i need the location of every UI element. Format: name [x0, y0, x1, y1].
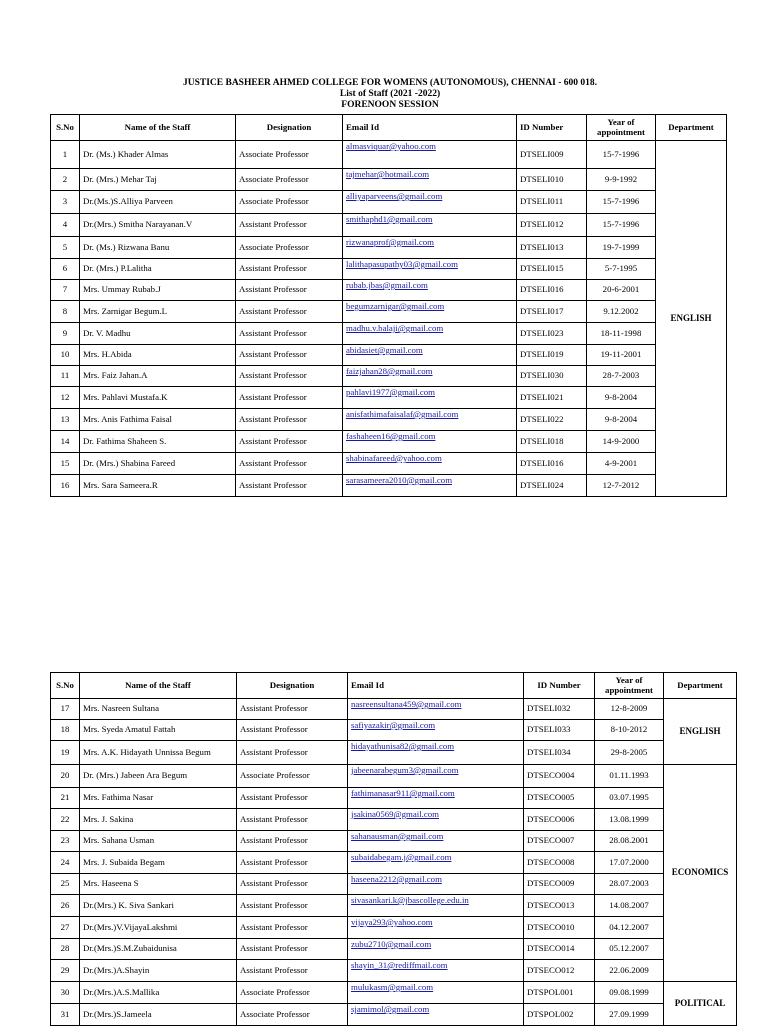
email-link[interactable]: tajmehar@hotmail.com: [346, 169, 430, 179]
email-cell: [348, 741, 524, 765]
id-cell: DTSELI032: [524, 699, 595, 720]
table-row: [51, 809, 737, 831]
sno-cell: 23: [51, 831, 80, 852]
id-cell: DTSECO005: [524, 788, 595, 809]
table-row: [51, 345, 727, 366]
name-cell: Dr. (Ms.) Rizwana Banu: [80, 237, 236, 259]
email-cell: [343, 431, 517, 453]
year-cell: 15-7-1996: [587, 191, 656, 214]
table-row: [51, 982, 737, 1004]
col-name: Name of the Staff: [80, 673, 237, 699]
email-link[interactable]: rizwanaprof@gmail.com: [346, 237, 434, 247]
staff-table-2: [50, 672, 737, 1026]
year-cell: 28-7-2003: [587, 366, 656, 387]
id-cell: DTSELI034: [524, 741, 595, 765]
email-cell: [343, 280, 517, 301]
sno-cell: 9: [51, 323, 80, 345]
id-cell: DTSELI019: [517, 345, 587, 366]
name-cell: Dr.(Mrs.) Smitha Narayanan.V: [80, 214, 236, 237]
table-row: [51, 1004, 737, 1026]
id-cell: DTSELI022: [517, 409, 587, 431]
id-cell: DTSELI017: [517, 301, 587, 323]
designation-cell: Associate Professor: [236, 191, 343, 214]
email-link[interactable]: fathimanasar911@gmail.com: [351, 788, 455, 798]
designation-cell: Assistant Professor: [237, 960, 348, 982]
table-row: [51, 475, 727, 497]
sno-cell: 1: [51, 141, 80, 169]
email-cell: [343, 141, 517, 169]
email-link[interactable]: begumzarnigar@gmail.com: [346, 301, 445, 311]
designation-cell: Assistant Professor: [237, 720, 348, 741]
name-cell: Mrs. A.K. Hidayath Unnissa Begum: [80, 741, 237, 765]
id-cell: DTSPOL002: [524, 1004, 595, 1026]
list-subtitle: List of Staff (2021 -2022): [339, 89, 441, 99]
designation-cell: Assistant Professor: [236, 387, 343, 409]
email-link[interactable]: faizjahan28@gmail.com: [346, 366, 433, 376]
table-row: [51, 960, 737, 982]
col-email: Email Id: [348, 673, 524, 699]
designation-cell: Assistant Professor: [236, 323, 343, 345]
designation-cell: Assistant Professor: [236, 475, 343, 497]
name-cell: Dr. Fathima Shaheen S.: [80, 431, 236, 453]
year-cell: 15-7-1996: [587, 141, 656, 169]
year-cell: 5-7-1995: [587, 259, 656, 280]
table-row: [51, 453, 727, 475]
designation-cell: Assistant Professor: [236, 409, 343, 431]
email-link[interactable]: sahanausman@gmail.com: [351, 831, 444, 841]
email-cell: [348, 960, 524, 982]
email-link[interactable]: abidasiet@gmail.com: [346, 345, 423, 355]
year-cell: 9.12.2002: [587, 301, 656, 323]
name-cell: Dr. (Mrs.) Shabina Fareed: [80, 453, 236, 475]
email-cell: [343, 301, 517, 323]
year-cell: 15-7-1996: [587, 214, 656, 237]
department-cell: ECONOMICS: [664, 765, 737, 982]
email-link[interactable]: safiyazakir@gmail.com: [351, 720, 436, 730]
table-row: [51, 917, 737, 939]
year-cell: 20-6-2001: [587, 280, 656, 301]
year-cell: 19-11-2001: [587, 345, 656, 366]
year-cell: 12-8-2009: [595, 699, 664, 720]
designation-cell: Assistant Professor: [236, 345, 343, 366]
email-cell: [348, 1004, 524, 1026]
email-cell: [348, 809, 524, 831]
email-link[interactable]: sarasameera2010@gmail.com: [346, 475, 453, 485]
year-cell: 13.08.1999: [595, 809, 664, 831]
id-cell: DTSECO013: [524, 895, 595, 917]
designation-cell: Associate Professor: [237, 1004, 348, 1026]
sno-cell: 16: [51, 475, 80, 497]
email-link[interactable]: lalithapasupathy03@gmail.com: [346, 259, 458, 269]
designation-cell: Assistant Professor: [237, 895, 348, 917]
id-cell: DTSELI033: [524, 720, 595, 741]
sno-cell: 13: [51, 409, 80, 431]
email-link[interactable]: jsakina0569@gmail.com: [351, 809, 439, 819]
designation-cell: Assistant Professor: [236, 214, 343, 237]
email-cell: [348, 788, 524, 809]
table-row: [51, 323, 727, 345]
sno-cell: 8: [51, 301, 80, 323]
sno-cell: 5: [51, 237, 80, 259]
name-cell: Mrs. Haseena S: [80, 874, 237, 895]
name-cell: Mrs. H.Abida: [80, 345, 236, 366]
sno-cell: 28: [51, 939, 80, 960]
designation-cell: Assistant Professor: [237, 809, 348, 831]
designation-cell: Associate Professor: [236, 141, 343, 169]
id-cell: DTSELI011: [517, 191, 587, 214]
name-cell: Mrs. Syeda Amatul Fattah: [80, 720, 237, 741]
email-link[interactable]: jabeenarabegum3@gmail.com: [351, 765, 459, 775]
email-cell: [343, 409, 517, 431]
name-cell: Dr. (Ms.) Khader Almas: [80, 141, 236, 169]
session-title: FORENOON SESSION: [341, 100, 439, 110]
sno-cell: 30: [51, 982, 80, 1004]
email-link[interactable]: shayin_31@rediffmail.com: [351, 960, 448, 970]
year-cell: 9-8-2004: [587, 409, 656, 431]
sno-cell: 17: [51, 699, 80, 720]
sno-cell: 27: [51, 917, 80, 939]
col-id: ID Number: [524, 673, 595, 699]
email-cell: [343, 323, 517, 345]
id-cell: DTSELI018: [517, 431, 587, 453]
id-cell: DTSELI012: [517, 214, 587, 237]
table-row: [51, 237, 727, 259]
name-cell: Mrs. Anis Fathima Faisal: [80, 409, 236, 431]
email-cell: [348, 699, 524, 720]
name-cell: Mrs. Sara Sameera.R: [80, 475, 236, 497]
year-cell: 19-7-1999: [587, 237, 656, 259]
email-link[interactable]: anisfathimafaisalaf@gmail.com: [346, 409, 459, 419]
sno-cell: 21: [51, 788, 80, 809]
sno-cell: 7: [51, 280, 80, 301]
id-cell: DTSECO008: [524, 852, 595, 874]
year-cell: 9-9-1992: [587, 169, 656, 191]
sno-cell: 3: [51, 191, 80, 214]
email-link[interactable]: hidayathunisa82@gmail.com: [351, 741, 455, 751]
col-id: ID Number: [517, 115, 587, 141]
id-cell: DTSECO012: [524, 960, 595, 982]
email-link[interactable]: nasreensultana459@gmail.com: [351, 699, 462, 709]
email-cell: [343, 475, 517, 497]
name-cell: Mrs. Nasreen Sultana: [80, 699, 237, 720]
name-cell: Dr.(Mrs.)A.S.Mallika: [80, 982, 237, 1004]
designation-cell: Assistant Professor: [237, 874, 348, 895]
email-cell: [343, 345, 517, 366]
email-link[interactable]: rubab.jbas@gmail.com: [346, 280, 428, 290]
designation-cell: Assistant Professor: [236, 366, 343, 387]
table-row: [51, 259, 727, 280]
table-row: [51, 301, 727, 323]
department-cell: ENGLISH: [664, 699, 737, 765]
sno-cell: 26: [51, 895, 80, 917]
table-row: [51, 720, 737, 741]
id-cell: DTSELI024: [517, 475, 587, 497]
sno-cell: 31: [51, 1004, 80, 1026]
name-cell: Dr.(Mrs.)S.Jameela: [80, 1004, 237, 1026]
email-link[interactable]: smithaphd1@gmail.com: [346, 214, 433, 224]
designation-cell: Assistant Professor: [236, 280, 343, 301]
year-cell: 4-9-2001: [587, 453, 656, 475]
id-cell: DTSECO004: [524, 765, 595, 788]
table-row: [51, 409, 727, 431]
name-cell: Dr.(Mrs.)S.M.Zubaidunisa: [80, 939, 237, 960]
email-link[interactable]: zubu2710@gmail.com: [351, 939, 432, 949]
id-cell: DTSELI016: [517, 280, 587, 301]
name-cell: Dr.(Mrs.)A.Shayin: [80, 960, 237, 982]
year-cell: 14.08.2007: [595, 895, 664, 917]
col-email: Email Id: [343, 115, 517, 141]
email-cell: [343, 366, 517, 387]
table-row: [51, 765, 737, 788]
email-link[interactable]: vijaya293@yahoo.com: [351, 917, 433, 927]
sno-cell: 2: [51, 169, 80, 191]
id-cell: DTSECO010: [524, 917, 595, 939]
sno-cell: 11: [51, 366, 80, 387]
sno-cell: 4: [51, 214, 80, 237]
designation-cell: Assistant Professor: [236, 301, 343, 323]
id-cell: DTSELI023: [517, 323, 587, 345]
year-cell: 29-8-2005: [595, 741, 664, 765]
designation-cell: Assistant Professor: [237, 831, 348, 852]
sno-cell: 19: [51, 741, 80, 765]
table-row: [51, 852, 737, 874]
email-link[interactable]: shabinafareed@yahoo.com: [346, 453, 442, 463]
table-row: [51, 831, 737, 852]
designation-cell: Assistant Professor: [236, 453, 343, 475]
sno-cell: 29: [51, 960, 80, 982]
sno-cell: 14: [51, 431, 80, 453]
id-cell: DTSELI010: [517, 169, 587, 191]
designation-cell: Associate Professor: [236, 169, 343, 191]
email-link[interactable]: sjamimol@gmail.com: [351, 1004, 430, 1014]
email-cell: [348, 720, 524, 741]
id-cell: DTSELI009: [517, 141, 587, 169]
sno-cell: 10: [51, 345, 80, 366]
email-cell: [348, 939, 524, 960]
email-link[interactable]: mulukasm@gmail.com: [351, 982, 434, 992]
col-department: Department: [656, 115, 727, 141]
email-link[interactable]: fashaheen16@gmail.com: [346, 431, 436, 441]
email-cell: [343, 214, 517, 237]
name-cell: Mrs. Pahlavi Mustafa.K: [80, 387, 236, 409]
sno-cell: 12: [51, 387, 80, 409]
col-name: Name of the Staff: [80, 115, 236, 141]
table-row: [51, 169, 727, 191]
year-cell: 27.09.1999: [595, 1004, 664, 1026]
sno-cell: 24: [51, 852, 80, 874]
email-cell: [348, 831, 524, 852]
name-cell: Mrs. Fathima Nasar: [80, 788, 237, 809]
email-link[interactable]: subaidabegam.j@gmail.com: [351, 852, 452, 862]
id-cell: DTSECO007: [524, 831, 595, 852]
year-cell: 01.11.1993: [595, 765, 664, 788]
table-row: [51, 699, 737, 720]
year-cell: 05.12.2007: [595, 939, 664, 960]
id-cell: DTSELI016: [517, 453, 587, 475]
designation-cell: Associate Professor: [237, 982, 348, 1004]
email-link[interactable]: madhu.v.balaji@gmail.com: [346, 323, 444, 333]
table-row: [51, 141, 727, 169]
name-cell: Mrs. Sahana Usman: [80, 831, 237, 852]
year-cell: 22.06.2009: [595, 960, 664, 982]
table-row: [51, 214, 727, 237]
year-cell: 03.07.1995: [595, 788, 664, 809]
designation-cell: Assistant Professor: [237, 939, 348, 960]
sno-cell: 18: [51, 720, 80, 741]
table-row: [51, 788, 737, 809]
id-cell: DTSELI021: [517, 387, 587, 409]
email-cell: [348, 895, 524, 917]
table-row: [51, 874, 737, 895]
name-cell: Dr. (Mrs.) Mehar Taj: [80, 169, 236, 191]
id-cell: DTSECO006: [524, 809, 595, 831]
id-cell: DTSPOL001: [524, 982, 595, 1004]
col-year: Year of appointment: [587, 115, 656, 141]
email-link[interactable]: alliyaparveens@gmail.com: [346, 191, 443, 201]
email-link[interactable]: almasviquar@yahoo.com: [346, 141, 436, 151]
email-cell: [348, 765, 524, 788]
designation-cell: Assistant Professor: [237, 852, 348, 874]
name-cell: Mrs. Faiz Jahan.A: [80, 366, 236, 387]
id-cell: DTSELI013: [517, 237, 587, 259]
email-cell: [343, 259, 517, 280]
year-cell: 28.07.2003: [595, 874, 664, 895]
year-cell: 8-10-2012: [595, 720, 664, 741]
email-cell: [343, 387, 517, 409]
year-cell: 28.08.2001: [595, 831, 664, 852]
name-cell: Mrs. Zarnigar Begum.L: [80, 301, 236, 323]
designation-cell: Assistant Professor: [237, 917, 348, 939]
table-row: [51, 895, 737, 917]
sno-cell: 25: [51, 874, 80, 895]
year-cell: 17.07.2000: [595, 852, 664, 874]
col-sno: S.No: [51, 673, 80, 699]
year-cell: 18-11-1998: [587, 323, 656, 345]
email-cell: [348, 917, 524, 939]
email-link[interactable]: sivasankari.k@jbascollege.edu.in: [351, 895, 469, 905]
col-designation: Designation: [236, 115, 343, 141]
designation-cell: Assistant Professor: [237, 788, 348, 809]
table-row: [51, 191, 727, 214]
email-link[interactable]: haseena2212@gmail.com: [351, 874, 442, 884]
sno-cell: 15: [51, 453, 80, 475]
email-cell: [348, 852, 524, 874]
table-row: [51, 939, 737, 960]
name-cell: Dr.(Ms.)S.Alliya Parveen: [80, 191, 236, 214]
email-cell: [343, 453, 517, 475]
id-cell: DTSELI015: [517, 259, 587, 280]
col-sno: S.No: [51, 115, 80, 141]
table-row: [51, 387, 727, 409]
designation-cell: Assistant Professor: [236, 259, 343, 280]
college-title: JUSTICE BASHEER AHMED COLLEGE FOR WOMENS (AUTONOMOUS), CHENNAI - 600 018.: [182, 78, 597, 88]
department-cell: ENGLISH: [656, 141, 727, 497]
email-cell: [348, 874, 524, 895]
designation-cell: Associate Professor: [237, 765, 348, 788]
table-row: [51, 366, 727, 387]
name-cell: Dr. (Mrs.) P.Lalitha: [80, 259, 236, 280]
table-row: [51, 280, 727, 301]
email-cell: [343, 169, 517, 191]
email-cell: [348, 982, 524, 1004]
col-designation: Designation: [237, 673, 348, 699]
sno-cell: 6: [51, 259, 80, 280]
table-row: [51, 741, 737, 765]
id-cell: DTSECO014: [524, 939, 595, 960]
col-department: Department: [664, 673, 737, 699]
sno-cell: 20: [51, 765, 80, 788]
name-cell: Mrs. J. Subaida Begam: [80, 852, 237, 874]
designation-cell: Associate Professor: [236, 237, 343, 259]
designation-cell: Assistant Professor: [236, 431, 343, 453]
name-cell: Mrs. Ummay Rubab.J: [80, 280, 236, 301]
year-cell: 12-7-2012: [587, 475, 656, 497]
year-cell: 9-8-2004: [587, 387, 656, 409]
year-cell: 09.08.1999: [595, 982, 664, 1004]
email-cell: [343, 191, 517, 214]
id-cell: DTSECO009: [524, 874, 595, 895]
year-cell: 14-9-2000: [587, 431, 656, 453]
sno-cell: 22: [51, 809, 80, 831]
email-cell: [343, 237, 517, 259]
designation-cell: Assistant Professor: [237, 741, 348, 765]
year-cell: 04.12.2007: [595, 917, 664, 939]
col-year: Year of appointment: [595, 673, 664, 699]
staff-table-1: [50, 114, 727, 497]
name-cell: Dr. (Mrs.) Jabeen Ara Begum: [80, 765, 237, 788]
email-link[interactable]: pahlavi1977@gmail.com: [346, 387, 435, 397]
name-cell: Dr.(Mrs.)V.VijayaLakshmi: [80, 917, 237, 939]
department-cell: POLITICAL: [664, 982, 737, 1026]
id-cell: DTSELI030: [517, 366, 587, 387]
designation-cell: Assistant Professor: [237, 699, 348, 720]
table-row: [51, 431, 727, 453]
name-cell: Dr.(Mrs.) K. Siva Sankari: [80, 895, 237, 917]
name-cell: Dr. V. Madhu: [80, 323, 236, 345]
name-cell: Mrs. J. Sakina: [80, 809, 237, 831]
